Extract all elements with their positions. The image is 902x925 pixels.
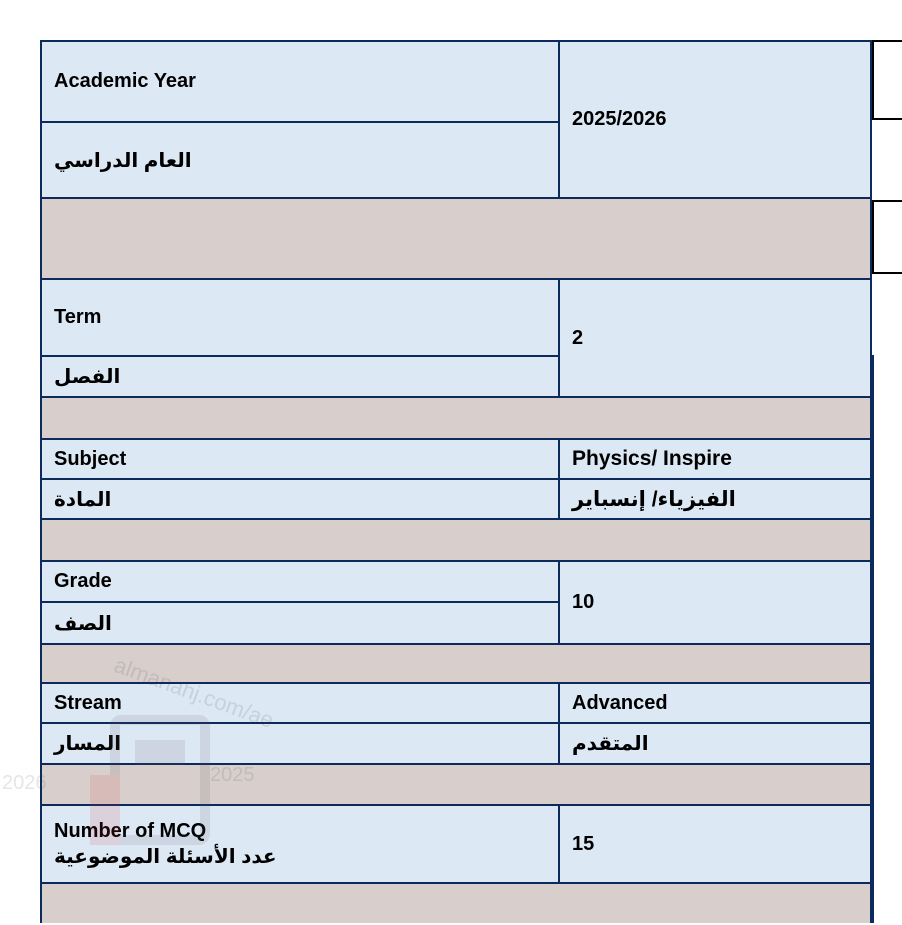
subject-value: Physics/ Inspire [558, 438, 872, 480]
subject-label: Subject [40, 438, 560, 480]
side-rule [872, 355, 874, 923]
term-label-ar: الفصل [40, 355, 560, 398]
side-box [872, 40, 902, 120]
separator-row [40, 197, 872, 280]
stream-value: Advanced [558, 682, 872, 724]
subject-value-ar: الفيزياء/ إنسباير [558, 478, 872, 520]
separator-row [40, 763, 872, 806]
grade-label: Grade [40, 560, 560, 603]
mcq-label-cell [40, 804, 560, 884]
side-box [872, 200, 902, 274]
separator-row [40, 396, 872, 440]
mcq-value: 15 [558, 804, 872, 884]
mcq-label: Number of MCQ [54, 820, 207, 842]
term-value: 2 [558, 278, 872, 398]
academic-year-label-ar: العام الدراسي [40, 121, 560, 199]
academic-year-label: Academic Year [40, 40, 560, 123]
grade-value: 10 [558, 560, 872, 645]
separator-row [40, 518, 872, 562]
stream-label-ar: المسار [40, 722, 560, 765]
stream-value-ar: المتقدم [558, 722, 872, 765]
mcq-label-ar: عدد الأسئلة الموضوعية [54, 846, 277, 868]
separator-row [40, 882, 872, 923]
grade-label-ar: الصف [40, 601, 560, 645]
separator-row [40, 643, 872, 684]
stream-label: Stream [40, 682, 560, 724]
subject-label-ar: المادة [40, 478, 560, 520]
academic-year-value: 2025/2026 [558, 40, 872, 199]
watermark-year-left: 2026 [2, 772, 47, 794]
term-label: Term [40, 278, 560, 357]
